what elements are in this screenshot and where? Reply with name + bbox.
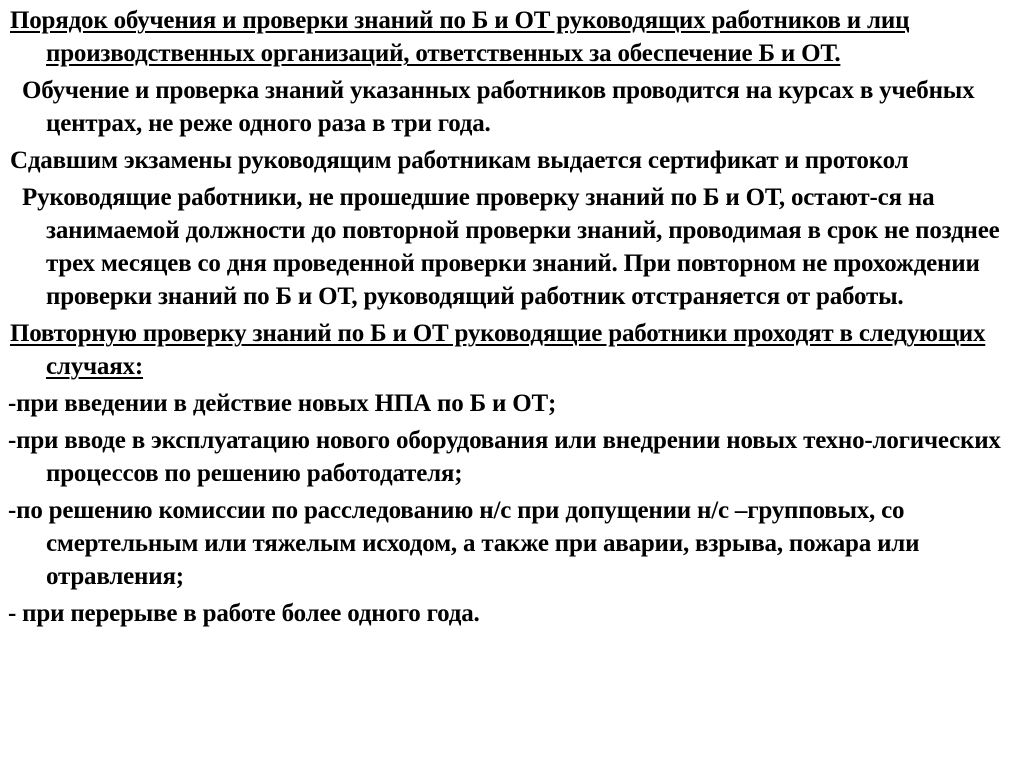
page-heading: Порядок обучения и проверки знаний по Б и ОТ руководящих работников и лиц производственных организаций, ответственных за обеспечение Б и ОТ.	[10, 7, 910, 67]
case-item-work-break: - при перерыве в работе более одного года.	[8, 600, 480, 627]
case-item-new-regulations: -при введении в действие новых НПА по Б и ОТ;	[8, 390, 557, 417]
case-item-commission-decision: -по решению комиссии по расследованию н/с при допущении н/с –групповых, со смертельным или тяжелым исходом, а также при аварии, взрыва, пожара или отравления;	[8, 497, 920, 590]
paragraph-training: Обучение и проверка знаний указанных работников проводится на курсах в учебных центрах, не реже одного раза в три года.	[22, 77, 975, 137]
paragraph-certificate: Сдавшим экзамены руководящим работникам выдается сертификат и протокол	[10, 147, 909, 174]
case-item-new-equipment: -при вводе в эксплуатацию нового оборудования или внедрении новых техно-логических процессов по решению работодателя;	[8, 427, 1001, 487]
subheading-repeat-check: Повторную проверку знаний по Б и ОТ руководящие работники проходят в следующих случаях:	[10, 320, 986, 380]
paragraph-failed-check: Руководящие работники, не прошедшие проверку знаний по Б и ОТ, остают-ся на занимаемой должности до повторной проверки знаний, проводимая в срок не позднее трех месяцев со дня проведенной проверки знаний. При повторном не прохождении проверки знаний по Б и ОТ, руководящий работник отстраняется от работы.	[22, 184, 1000, 310]
